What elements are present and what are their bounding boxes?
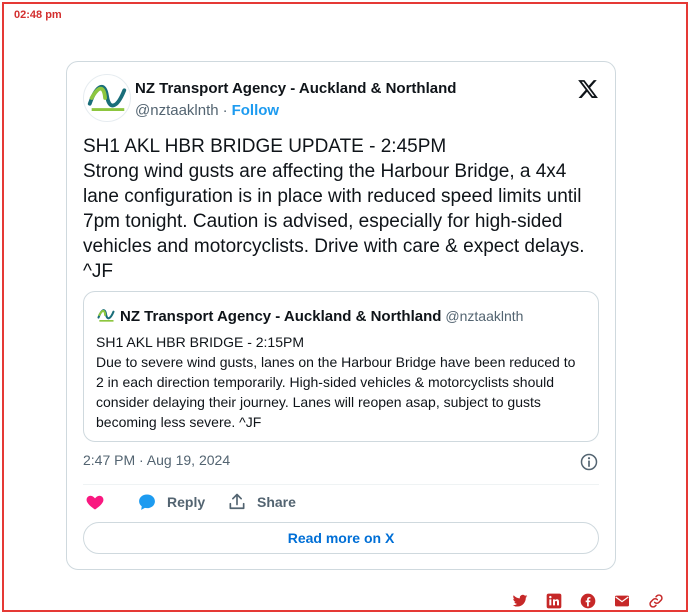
- link-icon[interactable]: [648, 593, 664, 609]
- share-upload-icon: [227, 492, 247, 512]
- author-handle[interactable]: @nztaaklnth: [135, 102, 219, 119]
- tweet-timestamp[interactable]: 2:47 PM · Aug 19, 2024: [83, 452, 231, 468]
- follow-button[interactable]: Follow: [231, 102, 280, 119]
- quote-text: SH1 AKL HBR BRIDGE - 2:15PM Due to severe wind gusts, lanes on the Harbour Bridge have been reduced to 2 in each direction temporarily. High-sided vehicles & motorcyclists should consider delaying their journey. Lanes will reopen asap, subject to gusts becoming less severe. ^JF: [96, 334, 576, 430]
- linkedin-icon[interactable]: [546, 593, 562, 609]
- heart-icon: [85, 492, 105, 512]
- read-more-button[interactable]: Read more on X: [83, 522, 599, 554]
- email-icon[interactable]: [614, 593, 630, 609]
- author-meta: [135, 102, 279, 119]
- like-button[interactable]: [85, 491, 105, 513]
- tweet-header: [83, 74, 599, 124]
- page-time: 02:48 pm: [14, 9, 62, 21]
- author-name[interactable]: NZ Transport Agency - Auckland & Northland: [135, 80, 457, 97]
- tweet-text: SH1 AKL HBR BRIDGE UPDATE - 2:45PM Strong wind gusts are affecting the Harbour Bridge, a 4x4 lane configuration is in place with reduced speed limits until 7pm tonight. Caution is advised, especially for high-sided vehicles and motorcyclists. Drive with care & expect delays. ^JF: [83, 136, 585, 282]
- quote-author-handle: @nztaaklnth: [445, 308, 524, 324]
- facebook-icon[interactable]: [580, 593, 596, 609]
- reply-label: Reply: [167, 494, 206, 510]
- tweet-card[interactable]: [66, 61, 616, 570]
- separator-dot: ·: [222, 102, 228, 119]
- nzta-logo-icon: [96, 305, 116, 325]
- reply-button[interactable]: [137, 491, 205, 513]
- divider: [83, 484, 599, 485]
- speech-bubble-icon: [137, 492, 157, 512]
- share-button[interactable]: [227, 491, 296, 513]
- quote-author-name: NZ Transport Agency - Auckland & Northland: [120, 308, 442, 325]
- quoted-tweet[interactable]: [83, 291, 599, 442]
- share-label: Share: [257, 494, 296, 510]
- timestamp-row: [83, 452, 599, 472]
- nzta-logo-icon[interactable]: [83, 74, 131, 122]
- quote-header: [96, 305, 523, 325]
- info-icon[interactable]: [579, 452, 599, 472]
- social-share-bar: [512, 593, 664, 609]
- twitter-icon[interactable]: [512, 593, 528, 609]
- x-logo-icon[interactable]: [577, 78, 599, 100]
